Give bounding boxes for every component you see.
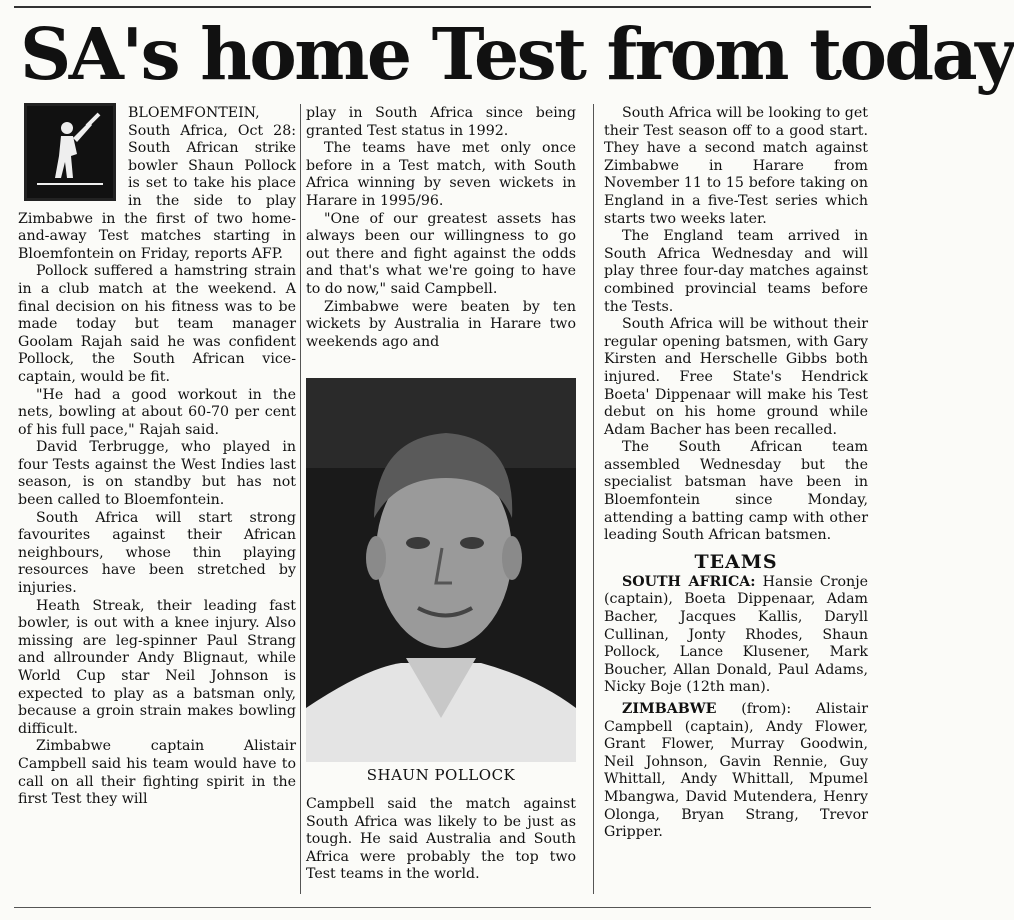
headline: SA's home Test from today [20,12,1014,96]
team-south-africa [604,574,868,697]
paragraph: Zimbabwe were beaten by ten wickets by Australia in Harare two weekends ago and [306,298,576,350]
team-zimbabwe [604,701,868,842]
article-column-2-top [306,105,576,351]
paragraph: South Africa will be looking to get their Test season off to a good start. They have a second match against Zimbabwe in Harare from November 11 to 15 before taking on England in a five-Test series which starts two weeks later. [604,105,868,227]
article-column-2-bottom [306,796,576,884]
photo-caption: SHAUN POLLOCK [366,766,516,784]
teams-list [604,574,868,842]
paragraph: Zimbabwe captain Alistair Campbell said his team would have to call on all their fighting spirit in the first Test they will [18,738,296,808]
article-column-1 [18,105,296,809]
paragraph: "One of our greatest assets has always been our willingness to go out there and fight against the odds and that's what we're going to have to do now," said Campbell. [306,210,576,297]
column-divider [300,104,301,894]
paragraph: Heath Streak, their leading fast bowler, is out with a knee injury. Also missing are leg-spinner Paul Strang and allrounder Andy Blignaut, while World Cup star Neil Johnson is expected to play as a batsman only, because a groin strain makes bowling difficult. [18,597,296,737]
article-column-3 [604,105,868,846]
paragraph: play in South Africa since being granted Test status in 1992. [306,105,576,139]
paragraph: South Africa will be without their regular opening batsmen, with Gary Kirsten and Herschelle Gibbs both injured. Free State's Hendrick Boeta' Dippenaar will make his Test debut on his home ground while Adam Bacher has been recalled. [604,316,868,438]
paragraph: The South African team assembled Wednesday but the specialist batsman have been in Bloemfontein since Monday, attending a batting camp with other leading South African batsmen. [604,439,868,544]
top-rule [14,6,871,8]
team-players: (from): Alistair Campbell (captain), Andy Flower, Grant Flower, Murray Goodwin, Neil Johnson, Gavin Rennie, Guy Whittall, Andy Whittall, Mpumel Mbangwa, David Mutendera, Henry Olonga, Bryan Strang, Trevor Gripper. [604,701,868,841]
column-divider [593,104,594,894]
paragraph: The England team arrived in South Africa Wednesday and will play three four-day matches against combined provincial teams before the Tests. [604,228,868,315]
team-players: Hansie Cronje (captain), Boeta Dippenaar, Adam Bacher, Jacques Kallis, Daryll Cullinan, Jonty Rhodes, Shaun Pollock, Lance Klusener, Mark Boucher, Allan Donald, Paul Adams, Nicky Boje (12th man). [604,573,868,696]
paragraph: South Africa will start strong favourites against their African neighbours, whose thin playing resources have been stretched by injuries. [18,509,296,597]
paragraph: David Terbrugge, who played in four Tests against the West Indies last season, is on standby but has not been called to Bloemfontein. [18,439,296,509]
team-name: ZIMBABWE [622,701,717,717]
bottom-rule [14,907,871,908]
paragraph: Campbell said the match against South Africa was likely to be just as tough. He said Australia and South Africa were probably the top two Test teams in the world. [306,796,576,883]
cricketer-icon [24,103,116,201]
paragraph: "He had a good workout in the nets, bowling at about 60-70 per cent of his full pace," Rajah said. [18,386,296,438]
paragraph: BLOEMFONTEIN, South Africa, Oct 28: South African strike bowler Shaun Pollock is set to take his place in the side to play Zimbabwe in the first of two home-and-away Test matches starting in Bloemfontein on Friday, reports AFP. [18,105,296,262]
player-photo [306,378,576,762]
paragraph: The teams have met only once before in a Test match, with South Africa winning by seven wickets in Harare in 1995/96. [306,140,576,209]
paragraph: Pollock suffered a hamstring strain in a club match at the weekend. A final decision on his fitness was to be made today but team manager Goolam Rajah said he was confident Pollock, the South African vice-captain, would be fit. [18,263,296,385]
teams-heading: TEAMS [694,550,778,573]
team-name: SOUTH AFRICA: [622,573,756,590]
